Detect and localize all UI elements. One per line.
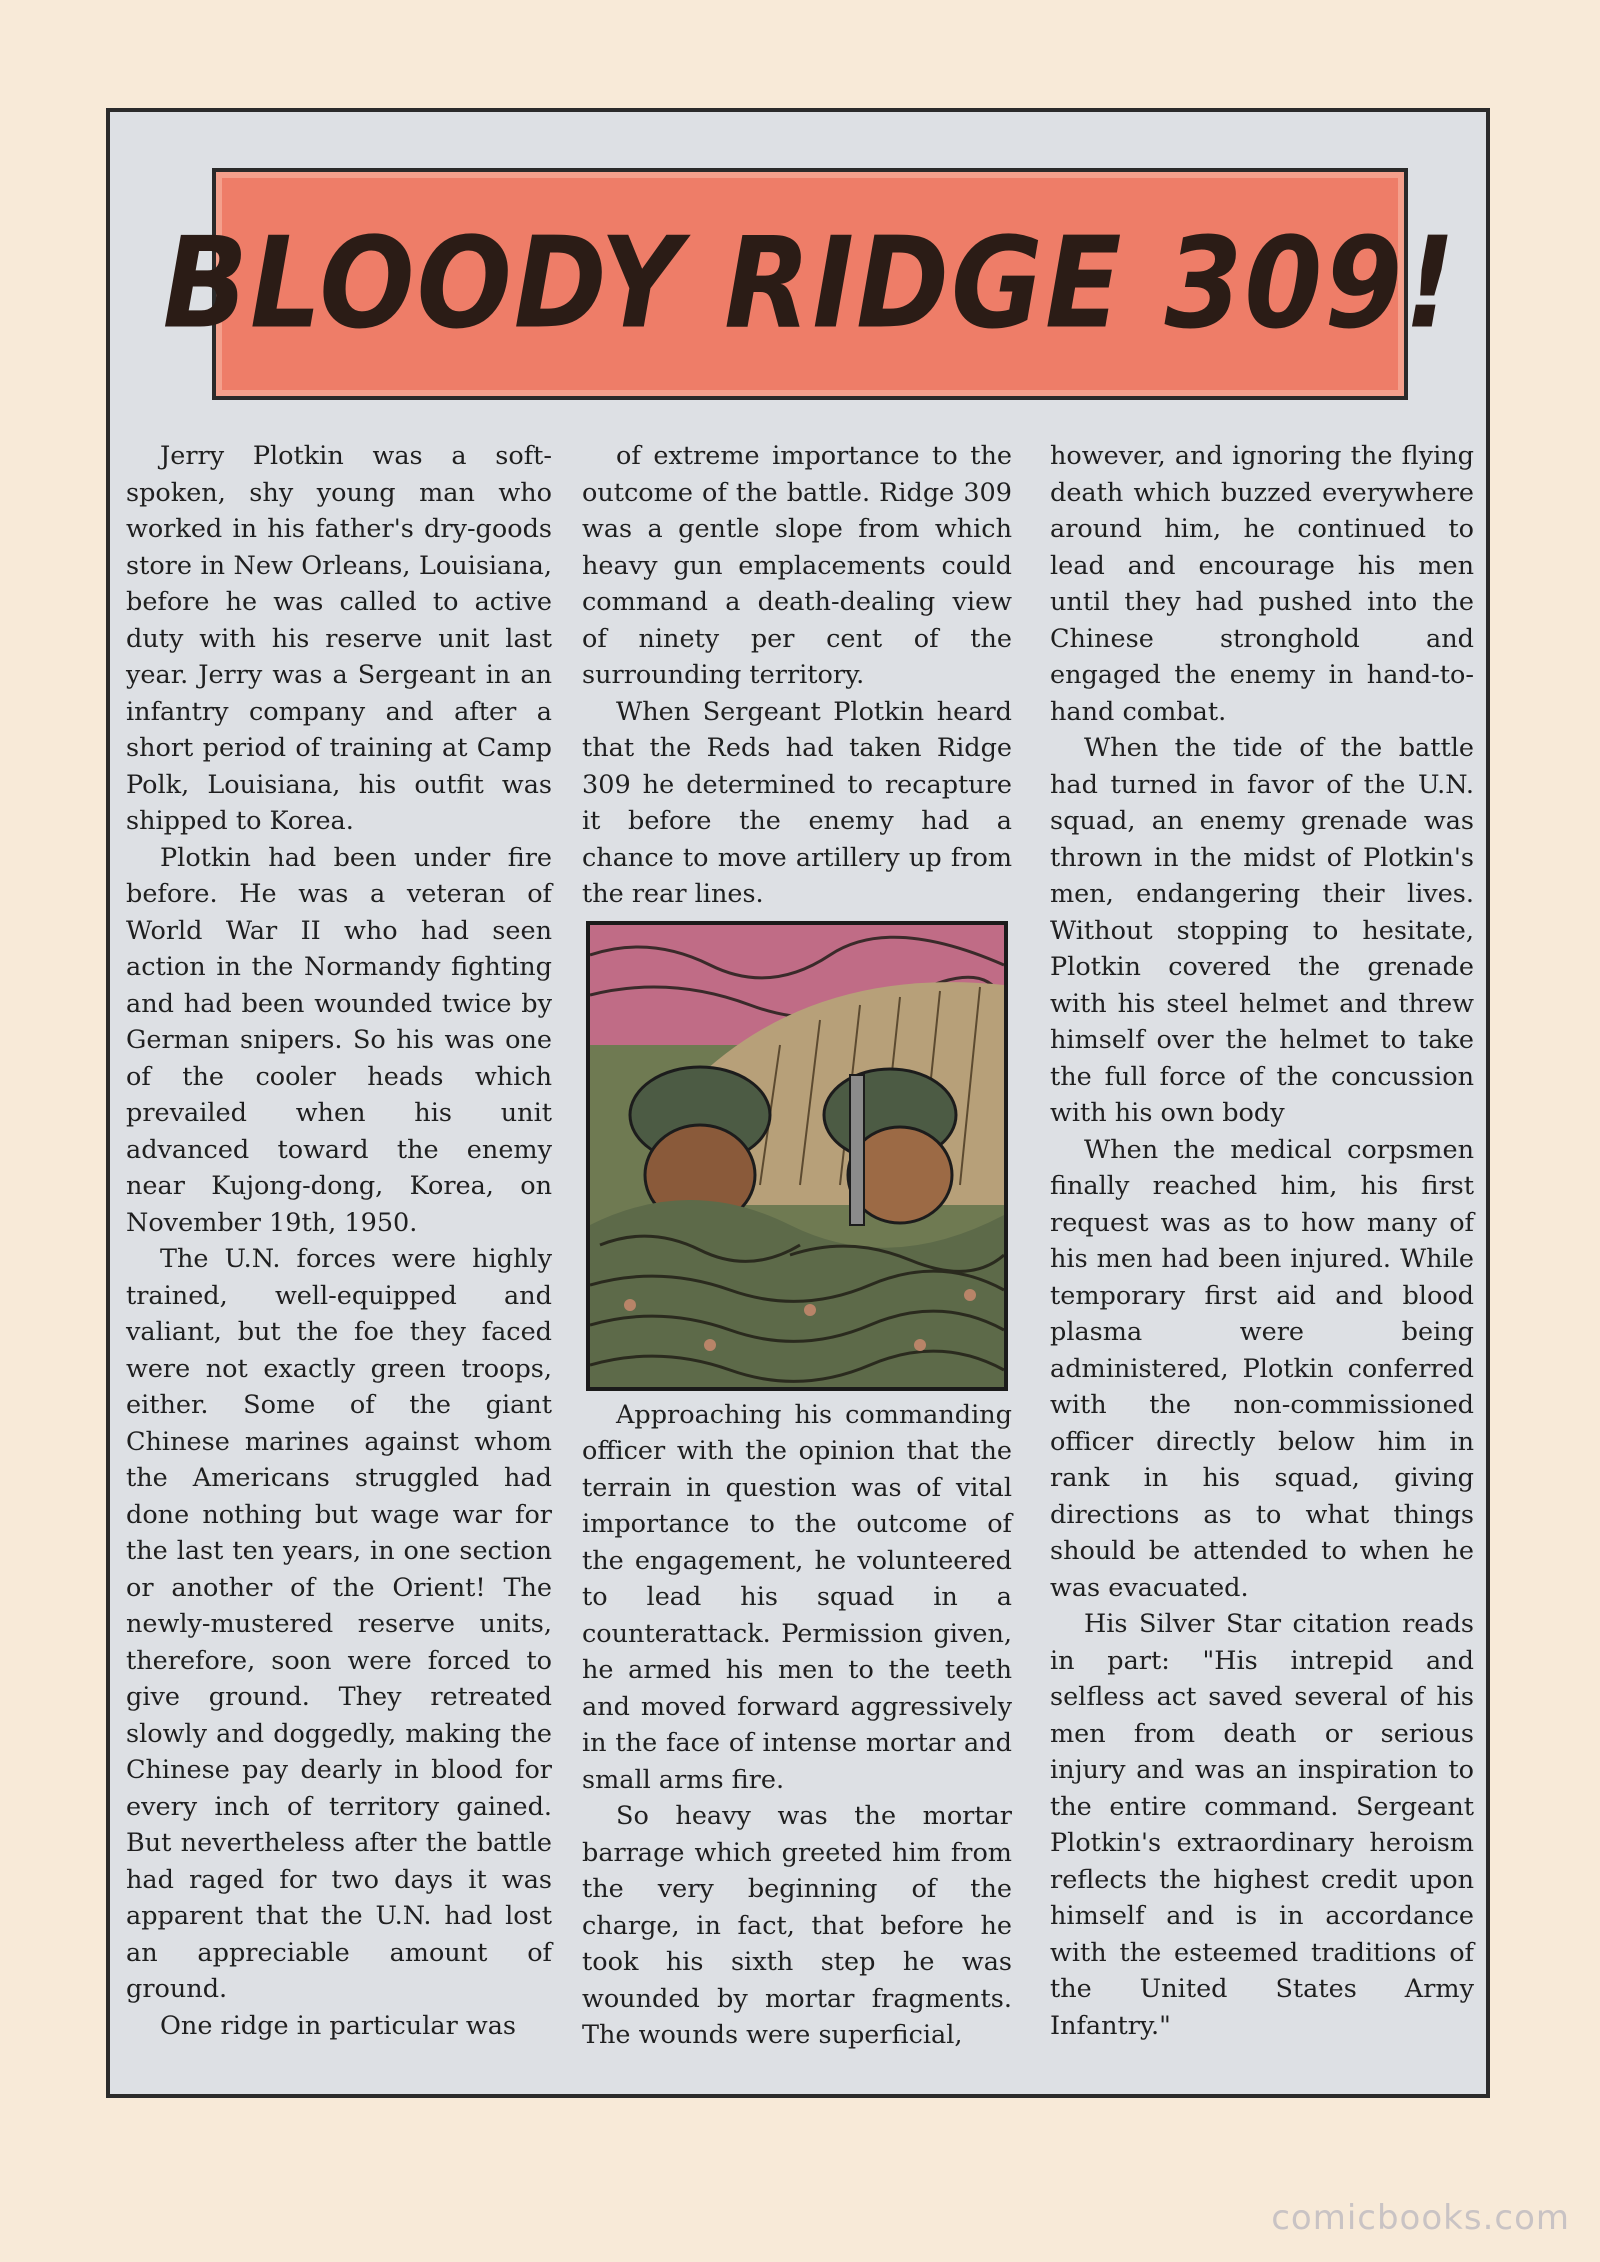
paragraph: Plotkin had been under fire before. He was a veteran of World War II who had seen action in the Normandy fighting and had been wounded twice by German snipers. So his was one of the cooler heads which prevailed when his unit advanced toward the enemy near Kujong-dong, Korea, on November 19th, 1950. (126, 842, 552, 1238)
soldiers-illustration (590, 925, 1004, 1387)
watermark: comicbooks.com (1271, 2198, 1570, 2238)
paragraph: Jerry Plotkin was a soft-spoken, shy young man who worked in his father's dry-goods store in New Orleans, Louisiana, before he was called to active duty with his reserve unit last year. Jerry was a Sergeant in an infantry company and after a short period of training at Camp Polk, Louisiana, his outfit was shipped to Korea. (126, 441, 552, 836)
title-banner (162, 168, 1458, 400)
paragraph: however, and ignoring the flying death which buzzed everywhere around him, he continued to lead and encourage his men until they had pushed into the Chinese stronghold and engaged the enemy in hand-to-hand combat. (1050, 441, 1474, 727)
text-column-3 (1050, 438, 1474, 2044)
illustration-panel (586, 921, 1008, 1391)
panel-caption: Approaching his commanding officer with the opinion that the terrain in question was of vital importance to the outcome of the engagement, he volunteered to lead his squad in a counterattack. Permission given, he armed his men to the teeth and moved forward aggressively in the face of intense mortar and small arms fire. (582, 1399, 1012, 1795)
paragraph: When Sergeant Plotkin heard that the Reds had taken Ridge 309 he determined to recapture it before the enemy had a chance to move artillery up from the rear lines. (582, 696, 1012, 909)
text-column-1 (126, 438, 552, 2044)
paragraph: His Silver Star citation reads in part: "His intrepid and selfless act saved several of his men from death or serious injury and was an inspiration to the entire command. Sergeant Plotkin's extraordinary heroism reflects the highest credit upon himself and is in accordance with the esteemed traditions of the United States Army Infantry." (1050, 1609, 1474, 2041)
paragraph: When the medical corpsmen finally reached him, his first request was as to how many of his men had been injured. While temporary first aid and blood plasma were being administered, Plotkin conferred with the non-commissioned officer directly below him in rank in his squad, giving directions as to what things should be attended to when he was evacuated. (1050, 1134, 1474, 1603)
paragraph: One ridge in particular was (160, 2010, 516, 2041)
paragraph: The U.N. forces were highly trained, well-equipped and valiant, but the foe they faced were not exactly green troops, either. Some of the giant Chinese marines against whom the Americans struggled had done nothing but wage war for the last ten years, in one section or another of the Orient! The newly-mustered reserve units, therefore, soon were forced to give ground. They retreated slowly and doggedly, making the Chinese pay dearly in blood for every inch of territory gained. But nevertheless after the battle had raged for two days it was apparent that the U.N. had lost an appreciable amount of ground. (126, 1244, 552, 2004)
text-column-2 (582, 438, 1012, 2054)
paragraph: So heavy was the mortar barrage which greeted him from the very beginning of the charge, in fact, that before he took his sixth step he was wounded by mortar fragments. The wounds were superficial, (582, 1801, 1012, 2050)
paragraph: When the tide of the battle had turned in favor of the U.N. squad, an enemy grenade was thrown in the midst of Plotkin's men, endangering their lives. Without stopping to hesitate, Plotkin covered the grenade with his steel helmet and threw himself over the helmet to take the full force of the concussion with his own body (1050, 733, 1474, 1128)
story-title: BLOODY RIDGE 309! (162, 211, 1458, 357)
paragraph: of extreme importance to the outcome of the battle. Ridge 309 was a gentle slope from which heavy gun emplacements could command a death-dealing view of ninety per cent of the surrounding territory. (582, 441, 1012, 690)
